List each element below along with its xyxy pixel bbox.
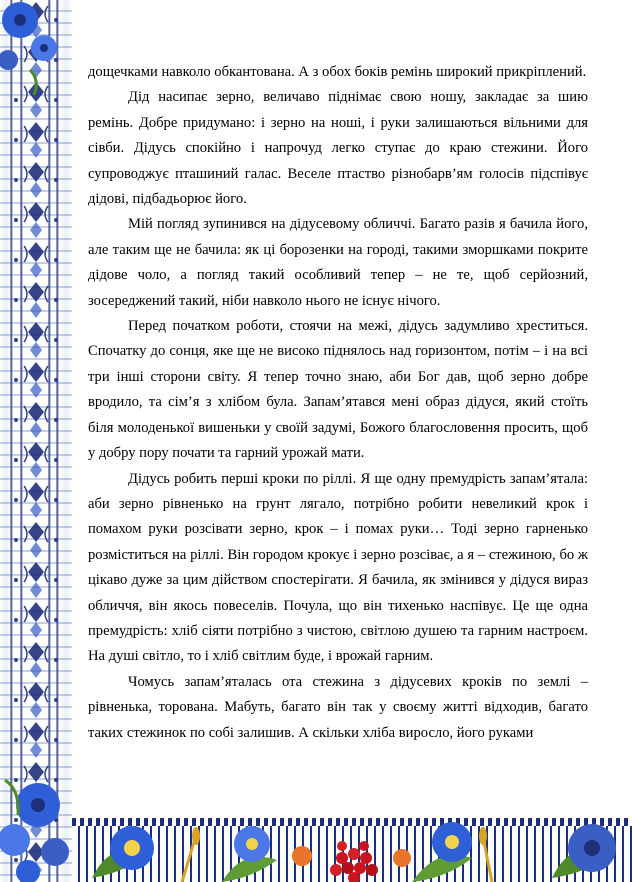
paragraph: Чомусь запам’яталась ота стежина з дідусевих кроків по землі – рівненька, торована. Мабуть, багато він так у своєму житті відходив, багато таких стежинок по собі залишив. А скільки хліба виросло, його руками (88, 673, 588, 741)
paragraph: Мій погляд зупинився на дідусевому обличчі. Багато разів я бачила його, але таким ще не бачила: як ці борозенки на городі, такими зморшками покрите дідове чоло, а погляд такий особливий тепер – не те, щоб серйозний, зосереджений такий, ніби навколо нього не існує нічого. (88, 216, 588, 309)
paragraph: Перед початком роботи, стоячи на межі, дідусь задумливо хреститься. Спочатку до сонця, яке ще не високо піднялось над горизонтом, потім – і на всі три інші сторони світу. Я тепер точно знаю, аби Бог дав, щоб зерно добре вродило, та сім’я з хлібом була. Запам’ятався мені образ дідуся, який стоїть біля молоденької вишеньки у своїй задумі, Божого благословення просить, щоб у добру пору почати та гарний урожай мати. (88, 318, 588, 462)
bottom-floral-band (72, 818, 632, 882)
paragraph: Дідусь робить перші кроки по ріллі. Я ще одну премудрість запам’ятала: аби зерно рівненько на грунт лягало, потрібно робити невеликий крок і помахом руки розсівати зерно, крок – і помах руки… Тоді зерно гарненько розміститься на ріллі. Він городом крокує і зерно розсіває, а я – стежиною, бо ж цікаво дуже за цим дійством спостерігати. Я бачила, як змінився у дідуся вираз обличчя, він якось повеселів. Почула, що він тихенько наспівує. Це ще одна премудрість: хліб сіяти потрібно з чистою, світлою душею та гарним настроєм. На душі світло, то і хліб світлим буде, і врожай гарним. (88, 470, 588, 665)
embroidery-pattern-icon (0, 0, 72, 882)
paragraph: дощечками навколо обкантована. А з обох боків ремінь широкий прикріплений. (88, 64, 587, 80)
viburnum-berries-icon (330, 841, 378, 882)
floral-ornament-icon (72, 818, 632, 882)
paragraph: Дід насипає зерно, величаво піднімає свою ношу, закладає за шию ремінь. Добре придумано: і зерно на ноші, і руки залишаються вільними для сівби. Дідусь спокійно і напрочуд легко ступає до краю стежини. Його супроводжує пташиний галас. Веселе птаство різнобарв’ям голосів підспівує дідові, підбадьорює його. (88, 89, 588, 208)
document-text-body (88, 60, 588, 746)
left-embroidery-border (0, 0, 72, 882)
